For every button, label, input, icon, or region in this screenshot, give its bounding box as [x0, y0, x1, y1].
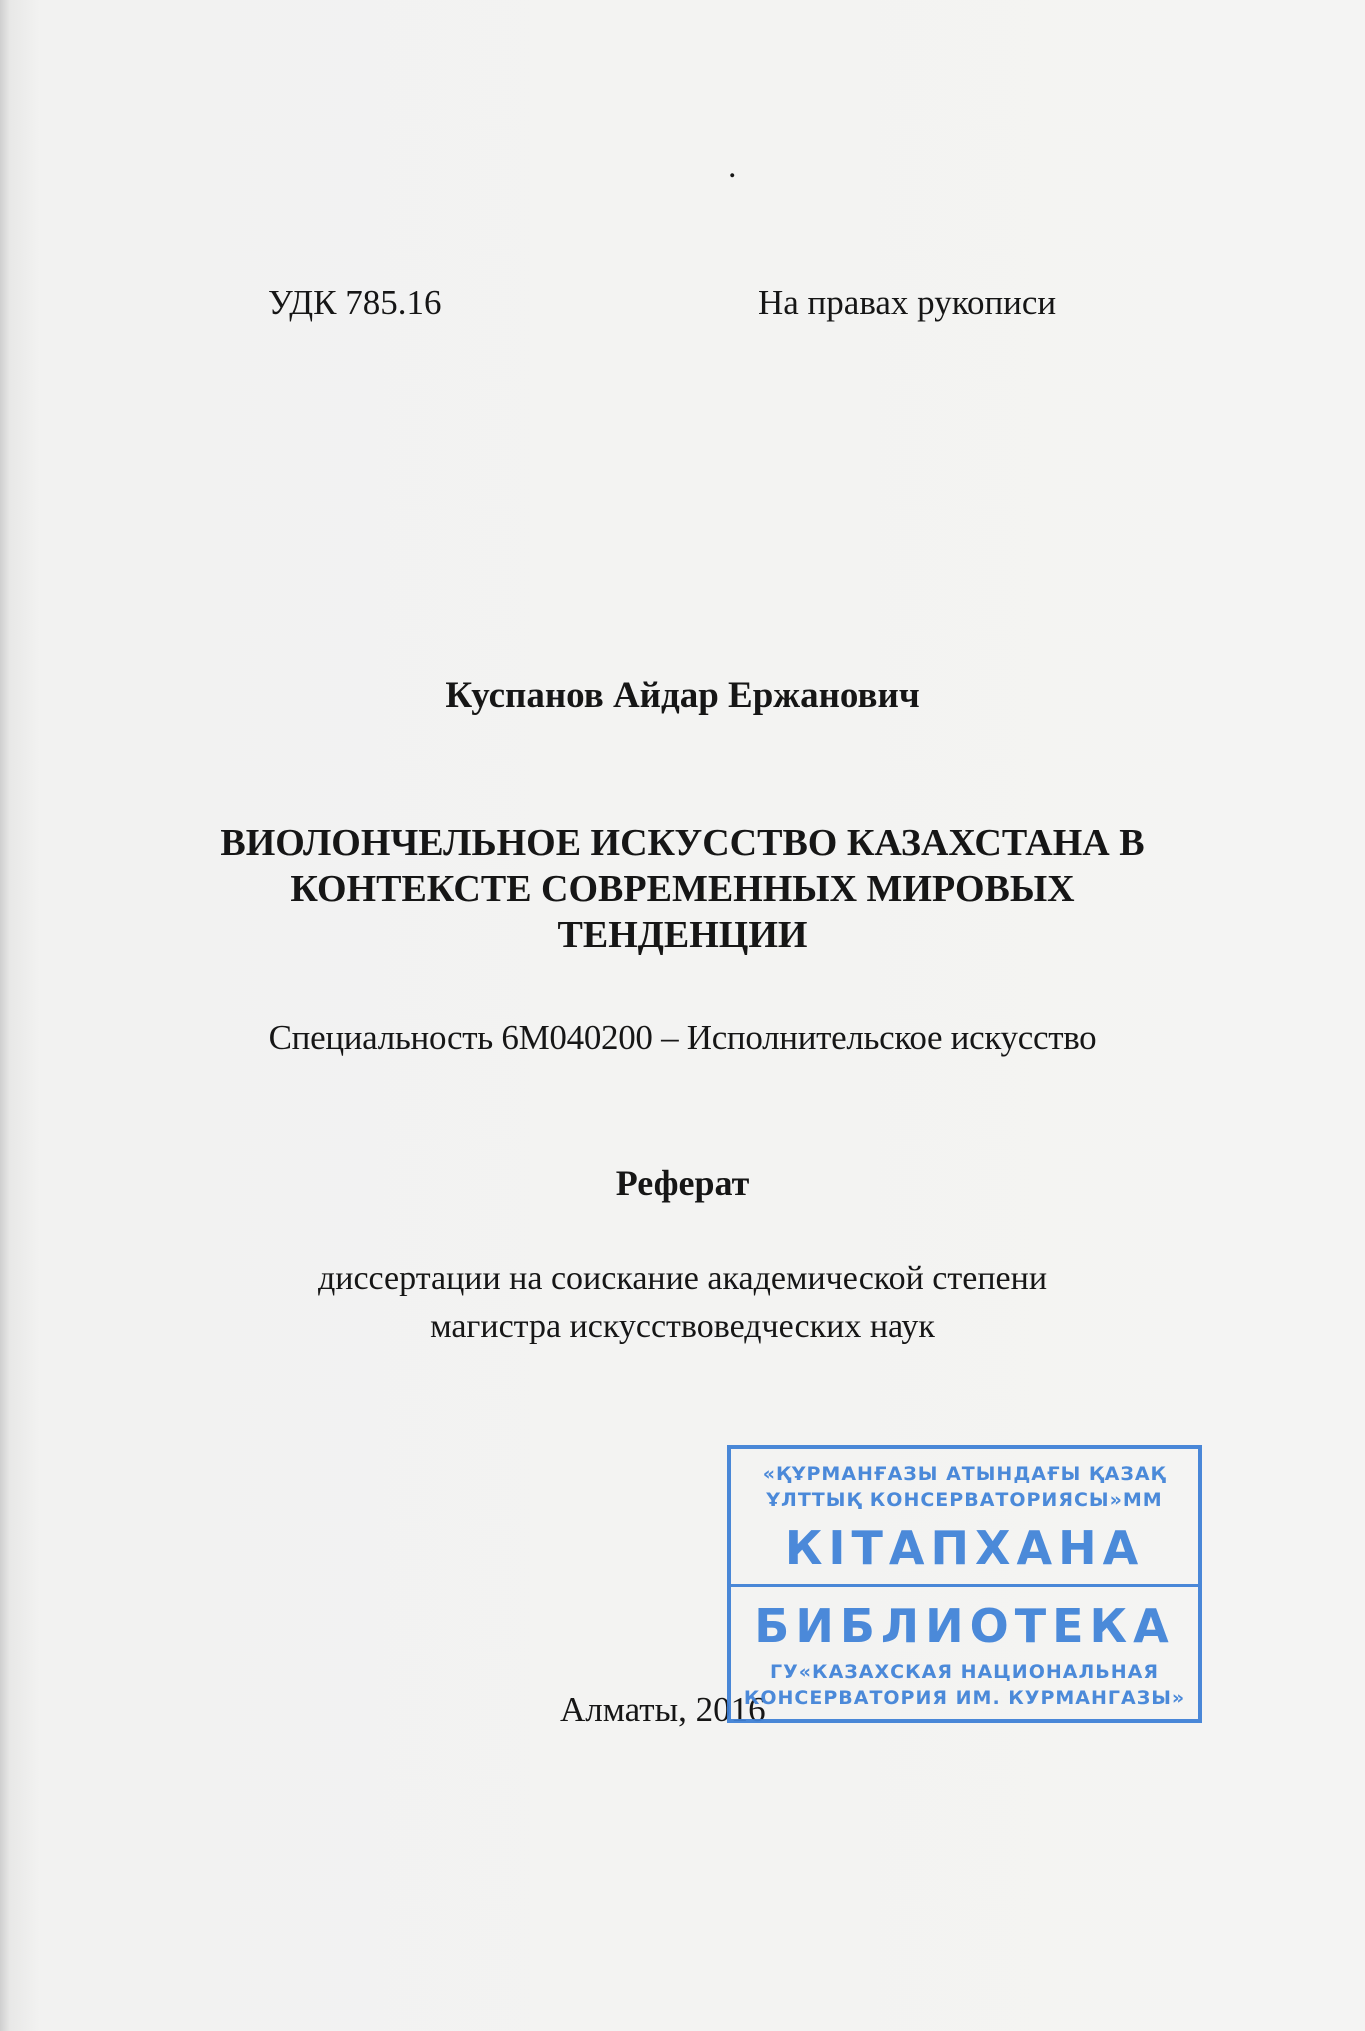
stamp-title-russian: БИБЛИОТЕКА [754, 1599, 1175, 1653]
title-line: ВИОЛОНЧЕЛЬНОЕ ИСКУССТВО КАЗАХСТАНА В [220, 822, 1145, 864]
stamp-divider [731, 1584, 1198, 1587]
stamp-title-kazakh: КІТАПХАНА [784, 1521, 1145, 1575]
city-year: Алматы, 2016 [560, 1690, 766, 1729]
stamp-line: КОНСЕРВАТОРИЯ ИМ. КУРМАНГАЗЫ» [743, 1687, 1186, 1709]
manuscript-rights-note: На правах рукописи [758, 283, 1057, 322]
purpose-line: магистра искусствоведческих наук [430, 1308, 935, 1345]
stamp-line: ҰЛТТЫҚ КОНСЕРВАТОРИЯСЫ»ММ [766, 1489, 1163, 1511]
document-type: Реферат [615, 1163, 750, 1203]
specialty-line: Специальность 6М040200 – Исполнительское искусство [268, 1018, 1097, 1057]
title-line: ТЕНДЕНЦИИ [557, 914, 808, 956]
purpose-line: диссертации на соискание академической степени [317, 1260, 1048, 1297]
stamp-line: ГУ«КАЗАХСКАЯ НАЦИОНАЛЬНАЯ [770, 1661, 1159, 1683]
author-name: Куспанов Айдар Ержанович [445, 675, 920, 716]
dissertation-title [160, 820, 1205, 958]
udk-code: УДК 785.16 [268, 283, 442, 322]
title-line: КОНТЕКСТЕ СОВРЕМЕННЫХ МИРОВЫХ [290, 868, 1075, 910]
degree-purpose [0, 1255, 1365, 1351]
library-stamp [727, 1445, 1202, 1723]
stamp-line: «ҚҰРМАНҒАЗЫ АТЫНДАҒЫ ҚАЗАҚ [762, 1463, 1167, 1485]
header-dot: . [728, 148, 737, 185]
